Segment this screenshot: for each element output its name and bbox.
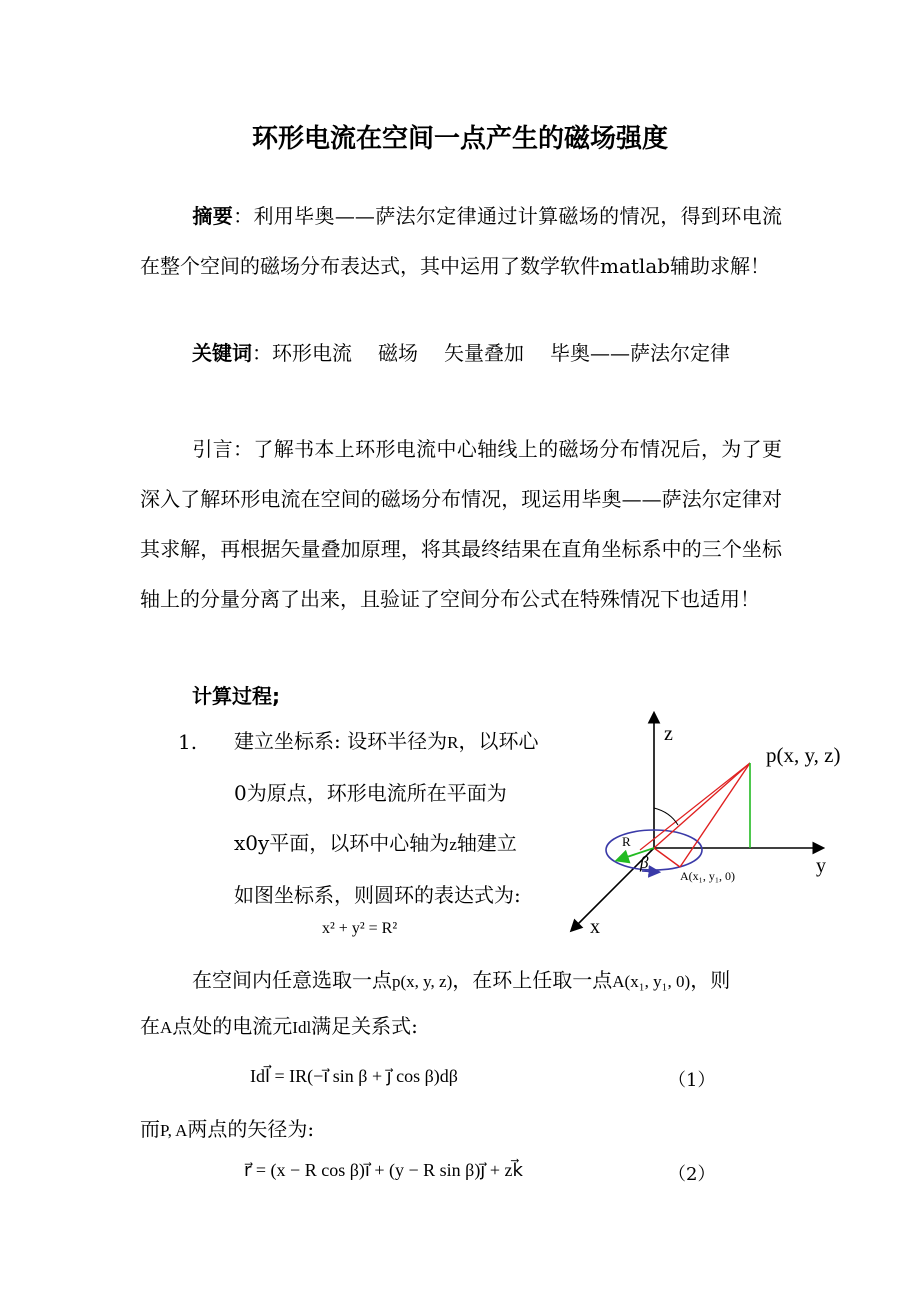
keyword-item: 毕奥——萨法尔定律 [550, 341, 730, 365]
abstract-label: 摘要 [192, 204, 234, 228]
keywords-line: 关键词：环形电流 磁场 矢量叠加 毕奥——萨法尔定律 [192, 341, 730, 365]
equation-1-number: （1） [668, 1070, 716, 1091]
keyword-item: 环形电流 [272, 341, 352, 365]
equation-2-number: （2） [668, 1164, 716, 1185]
selection-paragraph: 在空间内任意选取一点p(x, y, z)，在环上任取一点A(x₁, y₁, 0)，则 在A点处的电流元Idl满足关系式: [140, 968, 731, 1038]
step1-text: 建立坐标系: 设环半径为R，以环心 0为原点，环形电流所在平面为 x0y平面，以环中心轴为z轴建立 如图坐标系，则圆环的表达式为: [234, 729, 539, 907]
keywords-label: 关键词 [192, 341, 252, 365]
radius-label: R [622, 834, 631, 849]
axis-label-x: x [590, 916, 600, 938]
abstract-text: 利用毕奥——萨法尔定律通过计算磁场的情况，得到环电流在整个空间的磁场分布表达式，其中运用了数学软件matlab辅助求解！ [140, 204, 783, 278]
equation-2: r⃗ = (x − R cos β)i⃗ + (y − R sin β)j⃗ + zk⃗ [244, 1160, 523, 1180]
triangle-edge [654, 848, 680, 867]
point-a-label: A(x₁, y₁, 0) [680, 869, 736, 883]
circle-equation: x² + y² = R² [322, 920, 398, 937]
keyword-item: 磁场 [378, 341, 418, 365]
position-vector-intro: 而P, A两点的矢径为: [140, 1117, 315, 1141]
page-title: 环形电流在空间一点产生的磁场强度 [251, 124, 668, 154]
point-p-label: p(x, y, z) [766, 743, 841, 767]
step-number: 1. [178, 730, 198, 754]
beta-label: β [640, 853, 649, 872]
intro-text: 引言：了解书本上环形电流中心轴线上的磁场分布情况后，为了更深入了解环形电流在空间的磁场分布情况，现运用毕奥——萨法尔定律对其求解，再根据矢量叠加原理，将其最终结果在直角坐标系中的三个坐标轴上的分量分离了出来，且验证了空间分布公式在特殊情况下也适用！ [140, 437, 782, 611]
keyword-item: 矢量叠加 [444, 341, 524, 365]
axis-label-y: y [816, 855, 826, 877]
triangle-edge [640, 763, 750, 850]
intro-paragraph [140, 424, 782, 624]
abstract-paragraph: 摘要：利用毕奥——萨法尔定律通过计算磁场的情况，得到环电流在整个空间的磁场分布表达式，其中运用了数学软件matlab辅助求解！ [140, 204, 783, 278]
equation-1: Idl⃗ = IR(−i⃗ sin β + j⃗ cos β)dβ [250, 1066, 458, 1086]
axis-label-z: z [664, 723, 673, 745]
section-heading: 计算过程; [192, 684, 280, 708]
coordinate-figure [560, 700, 860, 950]
